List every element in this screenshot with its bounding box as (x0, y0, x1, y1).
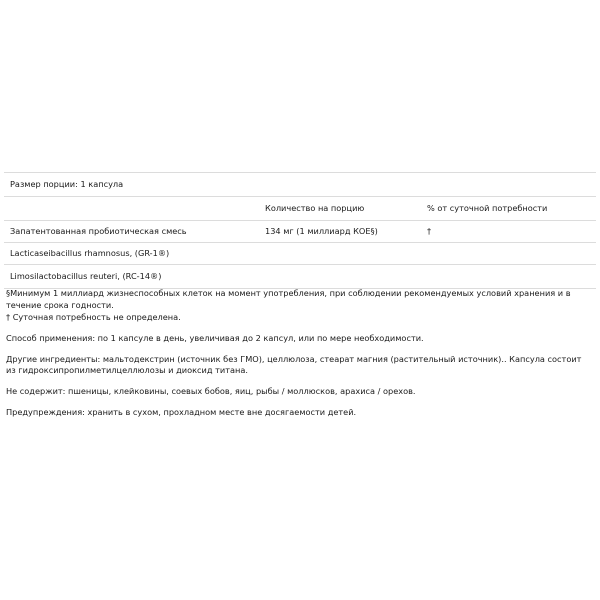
ingredient-row (4, 221, 596, 243)
supplement-facts-table (4, 172, 596, 289)
other-ingredients: Другие ингредиенты: мальтодекстрин (источник без ГМО), целлюлоза, стеарат магния (растительный источник).. Капсула состоит из гидроксипропилметилцеллюлозы и диоксид титана. (6, 353, 582, 376)
header-amount: Количество на порцию (265, 202, 365, 213)
product-notes (6, 288, 586, 428)
ingredient-amount: 134 мг (1 миллиард КОЕ§) (265, 225, 378, 236)
warnings: Предупреждения: хранить в сухом, прохладном месте вне досягаемости детей. (6, 407, 357, 418)
footnote-daily-value: † Суточная потребность не определена. (6, 311, 181, 322)
ingredient-name: Запатентованная пробиотическая смесь (10, 225, 187, 236)
ingredient-row (4, 265, 596, 289)
serving-size-label: Размер порции: 1 капсула (10, 178, 124, 189)
ingredient-name: Limosilactobacillus reuteri, (RC-14®) (10, 270, 162, 281)
table-header-row (4, 197, 596, 221)
ingredient-name: Lacticaseibacillus rhamnosus, (GR-1®) (10, 247, 170, 258)
ingredient-daily-value: † (427, 225, 432, 236)
ingredient-row (4, 243, 596, 265)
header-daily-value: % от суточной потребности (427, 202, 548, 213)
allergen-statement: Не содержит: пшеницы, клейковины, соевых бобов, яиц, рыбы / моллюсков, арахиса / орехов. (6, 386, 416, 397)
serving-size-row (4, 172, 596, 197)
usage-directions: Способ применения: по 1 капсуле в день, увеличивая до 2 капсул, или по мере необходимости. (6, 332, 424, 343)
footnote-viable-cells: §Минимум 1 миллиард жизнеспособных клеток на момент употребления, при соблюдении рекомендуемых условий хранения и в течение срока годности. (6, 288, 571, 310)
